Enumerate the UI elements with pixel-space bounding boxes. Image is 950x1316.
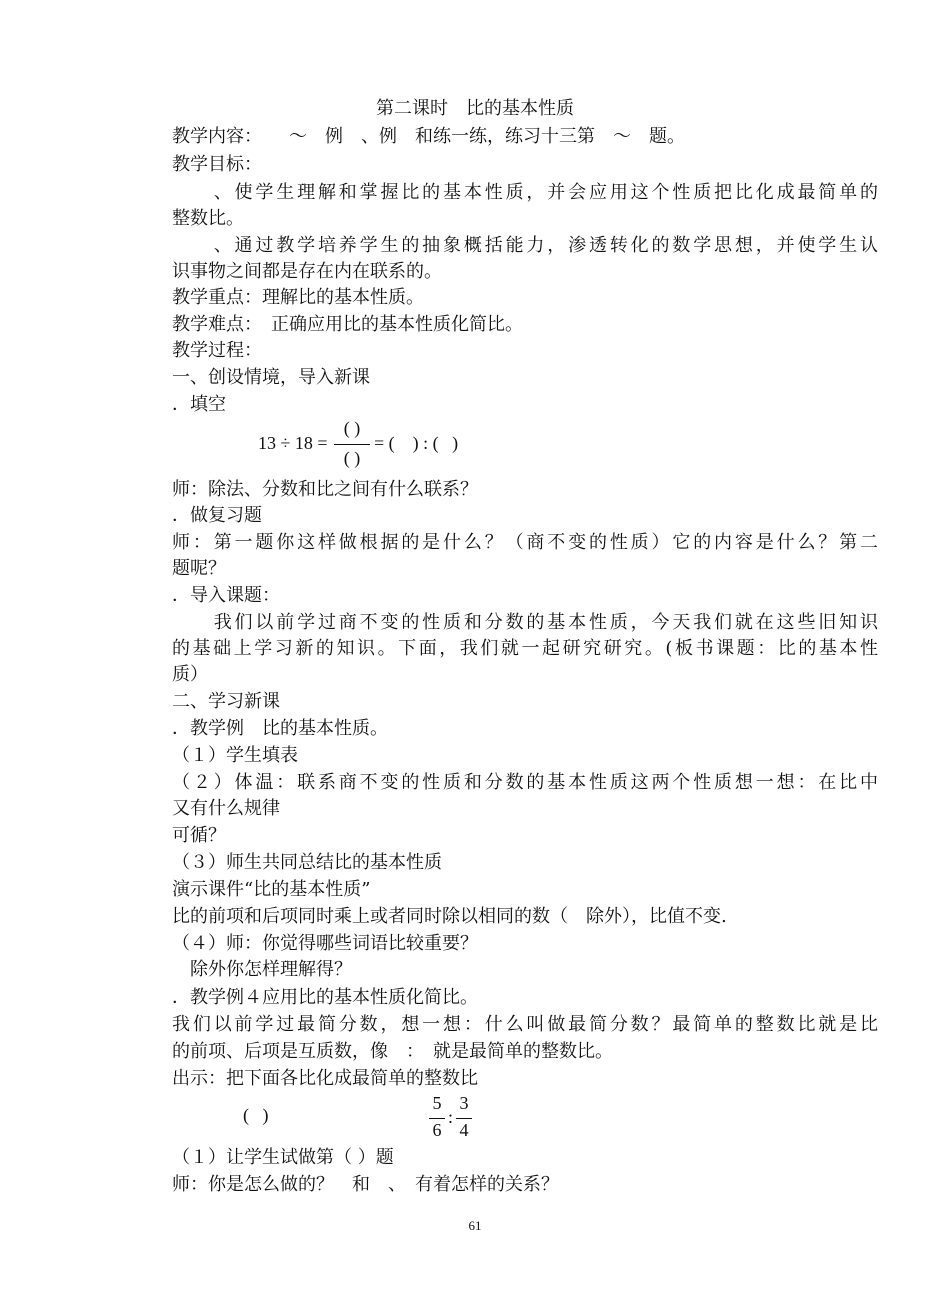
step-1-line: （１）学生填表 — [172, 745, 298, 766]
key-point-line: 教学重点：理解比的基本性质。 — [172, 287, 424, 308]
teaching-content-line: 教学内容： ～ 例 、例 和练一练，练习十三第 ～ 题。 — [172, 126, 685, 147]
step-2-line-3: 可循？ — [172, 825, 226, 846]
difficulty-line: 教学难点： 正确应用比的基本性质化简比。 — [172, 314, 523, 335]
goal-2-line-2: 识事物之间都是存在内在联系的。 — [172, 261, 442, 282]
student-try-line: （１）让学生试做第（ ）题 — [172, 1147, 394, 1168]
teaching-goals-heading: 教学目标： — [172, 154, 262, 175]
section-1-heading: 一、创设情境，导入新课 — [172, 367, 370, 388]
simplest-ratio-line-1: 我们以前学过最简分数，想一想：什么叫做最简分数？最简单的整数比就是比 — [172, 1014, 878, 1035]
equation-fraction-bar — [334, 444, 370, 445]
teacher-review-line-1: 师：第一题你这样做根据的是什么？（商不变的性质）它的内容是什么？第二 — [172, 532, 878, 553]
courseware-line: 演示课件“比的基本性质” — [172, 879, 371, 900]
process-heading: 教学过程： — [172, 340, 262, 361]
show-exercise-line: 出示：把下面各比化成最简单的整数比 — [172, 1068, 478, 1089]
fraction-b-denominator: 4 — [459, 1120, 469, 1140]
teacher-question-line: 师：除法、分数和比之间有什么联系？ — [172, 479, 478, 500]
intro-topic-heading: ．导入课题： — [172, 585, 280, 606]
property-statement: 比的前项和后项同时乘上或者同时除以相同的数（ 除外），比值不变. — [172, 906, 727, 927]
intro-paragraph-line-1: 我们以前学过商不变的性质和分数的基本性质，今天我们就在这些旧知识 — [172, 612, 878, 633]
except-question-line: 除外你怎样理解得？ — [172, 959, 352, 980]
exercise-label: ( ) — [243, 1105, 269, 1125]
fill-blank-heading: ．填空 — [172, 394, 226, 415]
section-2-heading: 二、学习新课 — [172, 691, 280, 712]
ratio-colon: : — [448, 1107, 454, 1127]
equation-rhs: = ( ) : ( ) — [374, 433, 459, 453]
goal-1-line-1: 、使学生理解和掌握比的基本性质，并会应用这个性质把比化成最简单的 — [172, 182, 878, 203]
example-4-heading: ．教学例４应用比的基本性质化简比。 — [172, 987, 478, 1008]
step-3-line: （３）师生共同总结比的基本性质 — [172, 852, 442, 873]
goal-2-line-1: 、通过教学培养学生的抽象概括能力，渗透转化的数学思想，并使学生认 — [172, 235, 878, 256]
fraction-a-denominator: 6 — [432, 1120, 442, 1140]
fraction-b-numerator: 3 — [459, 1093, 469, 1113]
simplest-ratio-line-2: 的前项、后项是互质数，像 ： 就是最简单的整数比。 — [172, 1041, 613, 1062]
example-heading: ．教学例 比的基本性质。 — [172, 718, 388, 739]
step-4-line: （４）师：你觉得哪些词语比较重要？ — [172, 933, 478, 954]
page-number: 61 — [468, 1218, 482, 1233]
intro-paragraph-line-2: 的基础上学习新的知识。下面，我们就一起研究研究。(板书课题：比的基本性 — [172, 638, 878, 659]
teacher-review-line-2: 题呢？ — [172, 558, 226, 579]
fraction-a-numerator: 5 — [432, 1093, 442, 1113]
equation-lhs: 13 ÷ 18 = — [258, 433, 328, 453]
intro-paragraph-line-3: 质） — [172, 664, 208, 685]
equation-fraction-denominator: ( ) — [343, 448, 361, 468]
fraction-b-bar — [456, 1118, 472, 1119]
teacher-relation-line: 师：你是怎么做的？ 和 、 有着怎样的关系？ — [172, 1174, 559, 1195]
step-2-line-2: 又有什么规律 — [172, 798, 280, 819]
equation-fraction-numerator: ( ) — [343, 418, 361, 438]
page-title: 第二课时 比的基本性质 — [376, 98, 574, 119]
review-heading: ．做复习题 — [172, 505, 262, 526]
fraction-a-bar — [429, 1118, 445, 1119]
step-2-line-1: （２）体温：联系商不变的性质和分数的基本性质这两个性质想一想：在比中 — [172, 772, 878, 793]
goal-1-line-2: 整数比。 — [172, 208, 244, 229]
